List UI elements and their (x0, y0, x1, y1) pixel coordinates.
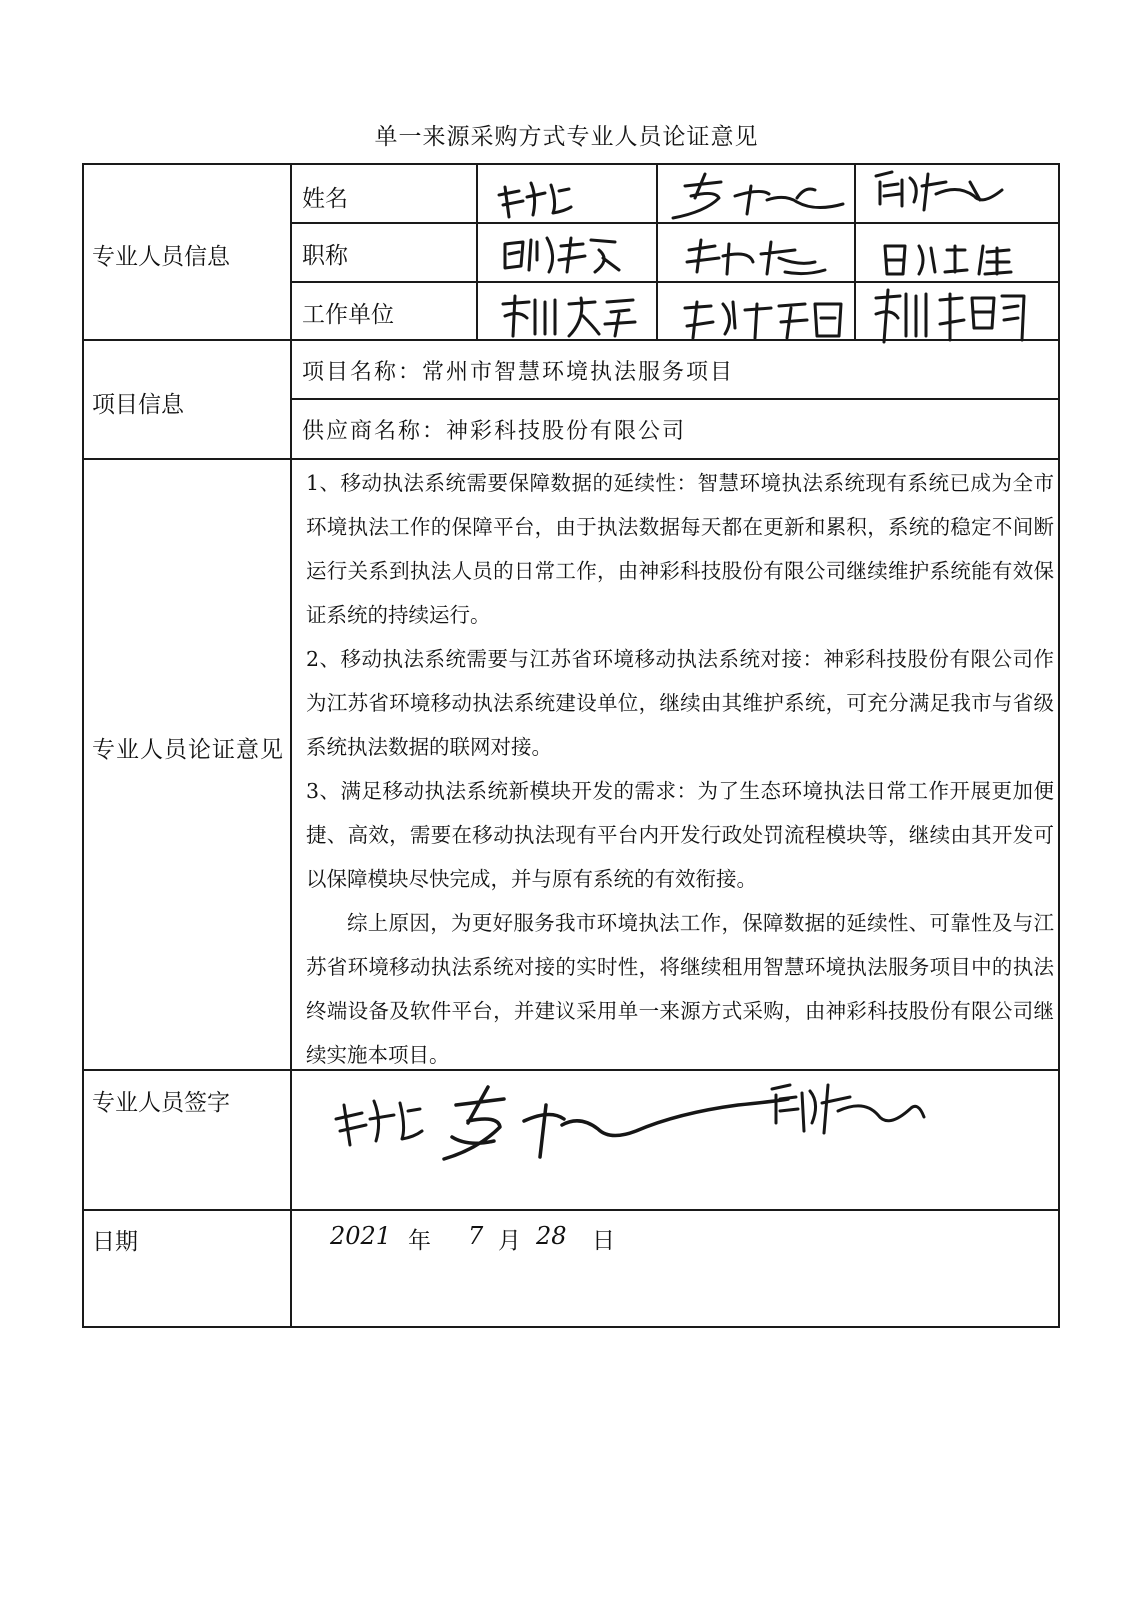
opinion-paragraph-2: 2、移动执法系统需要与江苏省环境移动执法系统对接：神彩科技股份有限公司作为江苏省环境移动执法系统建设单位，继续由其维护系统，可充分满足我市与省级系统执法数据的联网对接。 (306, 647, 1054, 759)
expert-1-title-handwriting (495, 230, 665, 282)
expert-1-unit-handwriting (495, 290, 665, 346)
table-border-left (82, 163, 84, 1328)
opinion-paragraph-1: 1、移动执法系统需要保障数据的延续性：智慧环境执法系统现有系统已成为全市环境执法工作的保障平台，由于执法数据每天都在更新和累积，系统的稳定不间断运行关系到执法人员的日常工作，由神彩科技股份有限公司继续维护系统能有效保证系统的持续运行。 (306, 471, 1054, 627)
expert-3-name-handwriting (862, 166, 1032, 224)
row-divider-supplier (292, 398, 1060, 400)
table-border-top (82, 163, 1060, 165)
expert-3-unit-handwriting (866, 284, 1036, 350)
personnel-info-label: 专业人员信息 (92, 244, 230, 270)
opinion-label: 专业人员论证意见 (92, 737, 284, 763)
signature-label: 专业人员签字 (92, 1090, 230, 1116)
expert-1-name-handwriting (495, 173, 665, 225)
document-title: 单一来源采购方式专业人员论证意见 (374, 124, 759, 150)
supplier-name: 供应商名称：神彩科技股份有限公司 (302, 419, 687, 444)
expert-2-title-handwriting (675, 232, 845, 288)
table-border-bottom (82, 1326, 1060, 1328)
expert-2-name-handwriting (665, 168, 855, 226)
opinion-paragraph-3: 3、满足移动执法系统新模块开发的需求：为了生态环境执法日常工作开展更加便捷、高效，需要在移动执法现有平台内开发行政处罚流程模块等，继续由其开发可以保障模块尽快完成，并与原有系统的有效衔接。 (306, 779, 1054, 891)
date-month-unit: 月 (498, 1228, 521, 1254)
project-info-label: 项目信息 (92, 392, 184, 418)
date-label: 日期 (92, 1229, 138, 1255)
expert-2-unit-handwriting (675, 292, 855, 348)
section-divider-opinion (82, 458, 1060, 460)
date-month: 7 (468, 1222, 484, 1250)
section-divider-date (82, 1209, 1060, 1211)
date-day-unit: 日 (592, 1228, 615, 1254)
table-border-right (1058, 163, 1060, 1328)
unit-field-label: 工作单位 (302, 302, 394, 328)
expert-3-title-handwriting (875, 236, 1035, 284)
title-field-label: 职称 (302, 243, 348, 269)
project-name: 项目名称：常州市智慧环境执法服务项目 (302, 360, 735, 385)
date-year: 2021 (330, 1222, 392, 1250)
label-column-divider (290, 163, 292, 1328)
opinion-paragraph-4: 综上原因，为更好服务我市环境执法工作，保障数据的延续性、可靠性及与江苏省环境移动执法系统对接的实时性，将继续租用智慧环境执法服务项目中的执法终端设备及软件平台，并建议采用单一来源方式采购，由神彩科技股份有限公司继续实施本项目。 (306, 911, 1054, 1067)
name-field-label: 姓名 (302, 186, 348, 212)
expert-column-divider-1 (476, 163, 478, 339)
expert-signatures (318, 1075, 958, 1185)
date-year-unit: 年 (408, 1228, 431, 1254)
date-day: 28 (536, 1222, 567, 1250)
